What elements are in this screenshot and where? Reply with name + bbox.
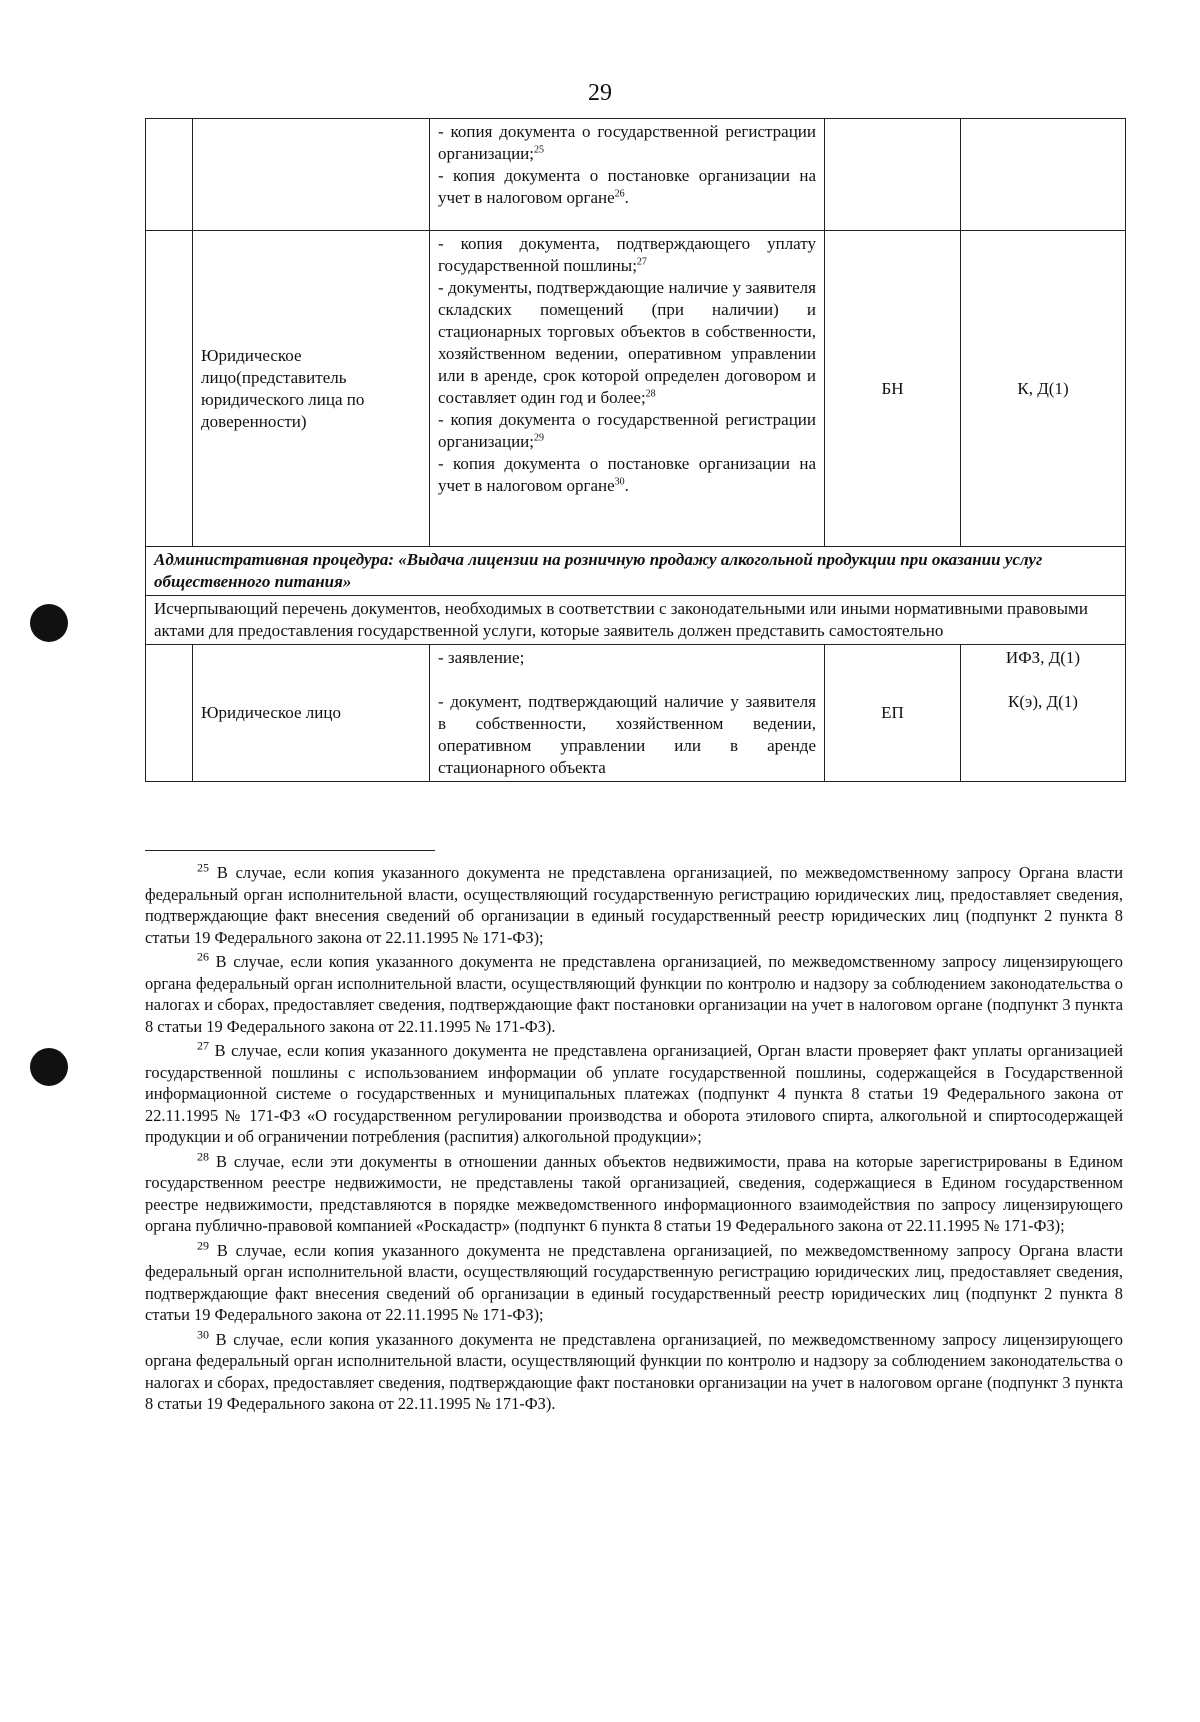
form-cell: ЕП — [825, 645, 961, 782]
row-number-cell — [146, 119, 193, 231]
method-cell: К, Д(1) — [961, 231, 1126, 547]
form-cell: БН — [825, 231, 961, 547]
document-item: - копия документа о постановке организации на учет в налоговом органе$^{30}$. — [438, 454, 816, 495]
footnote-item: $^{30}$ В случае, если копия указанного документа не представлена организацией, по межведомственному запросу лицензирующего органа федеральный орган исполнительной власти, осуществляющий функции по контролю и надзору за соблюдением законодательства о налогах и сборах, предоставляет сведения, подтверждающие факт постановки организации на учет в налоговом органе (подпункт 3 пункта 8 статьи 19 Федерального закона от 22.11.1995 № 171-ФЗ). — [145, 1327, 1123, 1413]
table-row — [146, 119, 1126, 231]
applicant-cell: Юридическое лицо — [193, 645, 430, 782]
method-value: К(э), Д(1) — [1008, 692, 1078, 711]
procedure-row — [146, 547, 1126, 596]
form-cell — [825, 119, 961, 231]
method-value: ИФЗ, Д(1) — [1005, 648, 1081, 667]
applicant-cell — [193, 119, 430, 231]
footnote-item: $^{26}$ В случае, если копия указанного документа не представлена организацией, по межведомственному запросу лицензирующего органа федеральный орган исполнительной власти, осуществляющий функции по контролю и надзору за соблюдением законодательства о налогах и сборах, предоставляет сведения, подтверждающие факт постановки организации на учет в налоговом органе (подпункт 3 пункта 8 статьи 19 Федерального закона от 22.11.1995 № 171-ФЗ). — [145, 949, 1123, 1036]
punch-hole-top — [30, 604, 68, 642]
requirement-row — [146, 596, 1126, 645]
method-cell — [961, 645, 1126, 782]
footnote-item: $^{25}$ В случае, если копия указанного документа не представлена организацией, по межведомственному запросу Органа власти федеральный орган исполнительной власти, осуществляющий государственную регистрацию юридических лиц, предоставляет сведения, подтверждающие факт внесения сведений об организации в единый государственный реестр юридических лиц (подпункт 2 пункта 8 статьи 19 Федерального закона от 22.11.1995 № 171-ФЗ); — [145, 860, 1123, 947]
documents-cell — [430, 119, 825, 231]
document-item: - копия документа, подтверждающего уплату государственной пошлины;$^{27}$ — [438, 234, 816, 275]
punch-hole-bottom — [30, 1048, 68, 1086]
footnote-separator — [145, 850, 435, 851]
row-number-cell — [146, 645, 193, 782]
documents-cell — [430, 231, 825, 547]
document-item: - копия документа о государственной регистрации организации;$^{25}$ — [438, 122, 816, 163]
document-item: - документы, подтверждающие наличие у заявителя складских помещений (при наличии) и стационарных торговых объектов в собственности, хозяйственном ведении, оперативном управлении или в аренде, срок которой определен договором и составляет один год и более;$^{28}$ — [438, 278, 816, 407]
requirement-text: Исчерпывающий перечень документов, необходимых в соответствии с законодательными или иными нормативными правовыми актами для предоставления государственной услуги, которые заявитель должен представить самостоятельно — [146, 596, 1126, 645]
document-item: - заявление; — [438, 648, 525, 667]
table-row — [146, 645, 1126, 782]
document-item: - копия документа о постановке организации на учет в налоговом органе$^{26}$. — [438, 166, 816, 207]
row-number-cell — [146, 231, 193, 547]
page-number: 29 — [588, 80, 612, 106]
footnotes — [145, 862, 1123, 1418]
method-cell — [961, 119, 1126, 231]
procedure-heading: Административная процедура: «Выдача лицензии на розничную продажу алкогольной продукции при оказании услуг общественного питания» — [146, 547, 1126, 596]
document-item: - документ, подтверждающий наличие у заявителя в собственности, хозяйственном ведении, оперативном управлении или в аренде стационарного объекта — [438, 692, 816, 777]
footnote-item: $^{28}$ В случае, если эти документы в отношении данных объектов недвижимости, права на которые зарегистрированы в Едином государственном реестре недвижимости, не представлены такой организацией, сведения, содержащиеся в Едином государственном реестре недвижимости, представляются в порядке межведомственного информационного взаимодействия по запросу лицензирующего органа публично-правовой компанией «Роскадастр» (подпункт 6 пункта 8 статьи 19 Федерального закона от 22.11.1995 № 171-ФЗ); — [145, 1149, 1123, 1235]
applicant-cell: Юридическое лицо(представитель юридического лица по доверенности) — [193, 231, 430, 547]
table-row — [146, 231, 1126, 547]
footnote-item: $^{27}$ В случае, если копия указанного документа не представлена организацией, Орган власти проверяет факт уплаты организацией государственной пошлины с использованием информации об уплате государственной пошлины, содержащейся в Государственной информационной системе о государственных и муниципальных платежах (подпункт 4 пункта 8 статьи 19 Федерального закона от 22.11.1995 № 171-ФЗ «О государственном регулировании производства и оборота этилового спирта, алкогольной и спиртосодержащей продукции и об ограничении потребления (распития) алкогольной продукции»; — [145, 1038, 1123, 1146]
document-item: - копия документа о государственной регистрации организации;$^{29}$ — [438, 410, 816, 451]
documents-cell — [430, 645, 825, 782]
services-table — [145, 118, 1126, 782]
footnote-item: $^{29}$ В случае, если копия указанного документа не представлена организацией, по межведомственному запросу Органа власти федеральный орган исполнительной власти, осуществляющий государственную регистрацию юридических лиц, предоставляет сведения, подтверждающие факт внесения сведений об организации в единый государственный реестр юридических лиц (подпункт 2 пункта 8 статьи 19 Федерального закона от 22.11.1995 № 171-ФЗ); — [145, 1238, 1123, 1324]
